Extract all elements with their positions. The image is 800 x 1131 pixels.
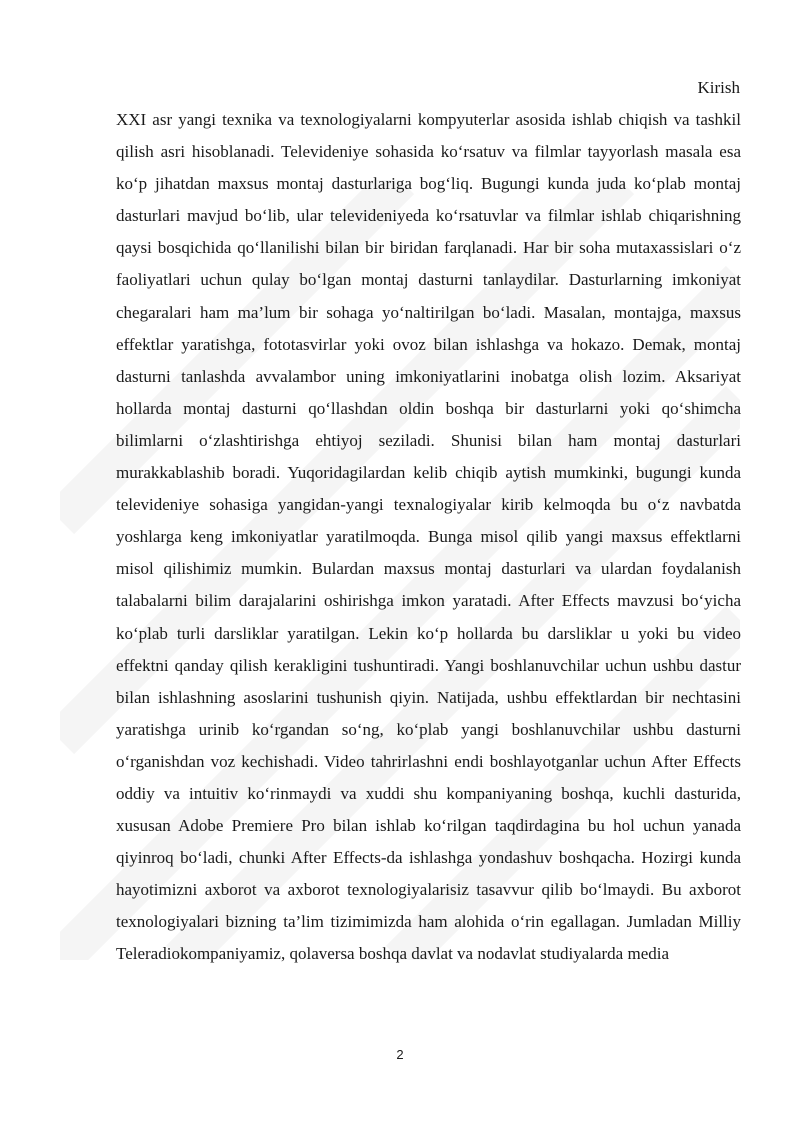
body-paragraph: XXI asr yangi texnika va texnologiyalarni kompyuterlar asosida ishlab chiqish va tashkil qilish asri hisoblanadi. Televideniye sohasida ko‘rsatuv va filmlar tayyorlash masala esa ko‘p jihatdan maxsus montaj dasturlariga bog‘liq. Bugungi kunda juda ko‘plab montaj dasturlari mavjud bo‘lib, ular televideniyeda ko‘rsatuvlar va filmlar ishlab chiqarishning qaysi bosqichida qo‘llanilishi bilan bir biridan farqlanadi. Har bir soha mutaxassislari o‘z faoliyatlari uchun qulay bo‘lgan montaj dasturni tanlaydilar. Dasturlarning imkoniyat chegaralari ham ma’lum bir sohaga yo‘naltirilgan bo‘ladi. Masalan, montajga, maxsus effektlar yaratishga, fototasvirlar yoki ovoz bilan ishlashga va hokazo. Demak, montaj dasturni tanlashda avvalambor uning imkoniyatlarini inobatga olish lozim. Aksariyat hollarda montaj dasturni qo‘llashdan oldin boshqa bir dasturlarni yoki qo‘shimcha bilimlarni o‘zlashtirishga ehtiyoj seziladi. Shunisi bilan ham montaj dasturlari murakkablashib boradi. Yuqoridagilardan kelib chiqib aytish mumkinki, bugungi kunda televideniye sohasiga yangidan-yangi texnalogiyalar kirib kelmoqda bu o‘z navbatda yoshlarga keng imkoniyatlar yaratilmoqda. Bunga misol qilib yangi maxsus effektlarni misol qilishimiz mumkin. Bulardan maxsus montaj dasturlari va ulardan foydalanish talabalarni bilim darajalarini oshirishga imkon yaratadi. After Effects mavzusi bo‘yicha ko‘plab turli darsliklar yaratilgan. Lekin ko‘p hollarda bu darsliklar u yoki bu video effektni qanday qilish kerakligini tushuntiradi. Yangi boshlanuvchilar uchun ushbu dastur bilan ishlashning asoslarini tushunish qiyin. Natijada, ushbu effektlardan bir nechtasini yaratishga urinib ko‘rgandan so‘ng, ko‘plab yangi boshlanuvchilar ushbu dasturni o‘rganishdan voz kechishadi. Video tahrirlashni endi boshlayotganlar uchun After Effects oddiy va intuitiv ko‘rinmaydi va xuddi shu kompaniyaning boshqa, kuchli dasturida, xususan Adobe Premiere Pro bilan ishlab ko‘rilgan taqdirdagina bu hol uchun yanada qiyinroq bo‘ladi, chunki After Effects-da ishlashga yondashuv boshqacha. Hozirgi kunda hayotimizni axborot va axborot texnologiyalarisiz tasavvur qilib bo‘lmaydi. Bu axborot texnologiyalari bizning ta’lim tizimimizda ham alohida o‘rin egallagan. Jumladan Milliy Teleradiokompaniyamiz, qolaversa boshqa davlat va nodavlat studiyalarda media <box>116 110 741 964</box>
section-heading: Kirish <box>697 78 740 97</box>
page-number: 2 <box>396 1047 404 1062</box>
